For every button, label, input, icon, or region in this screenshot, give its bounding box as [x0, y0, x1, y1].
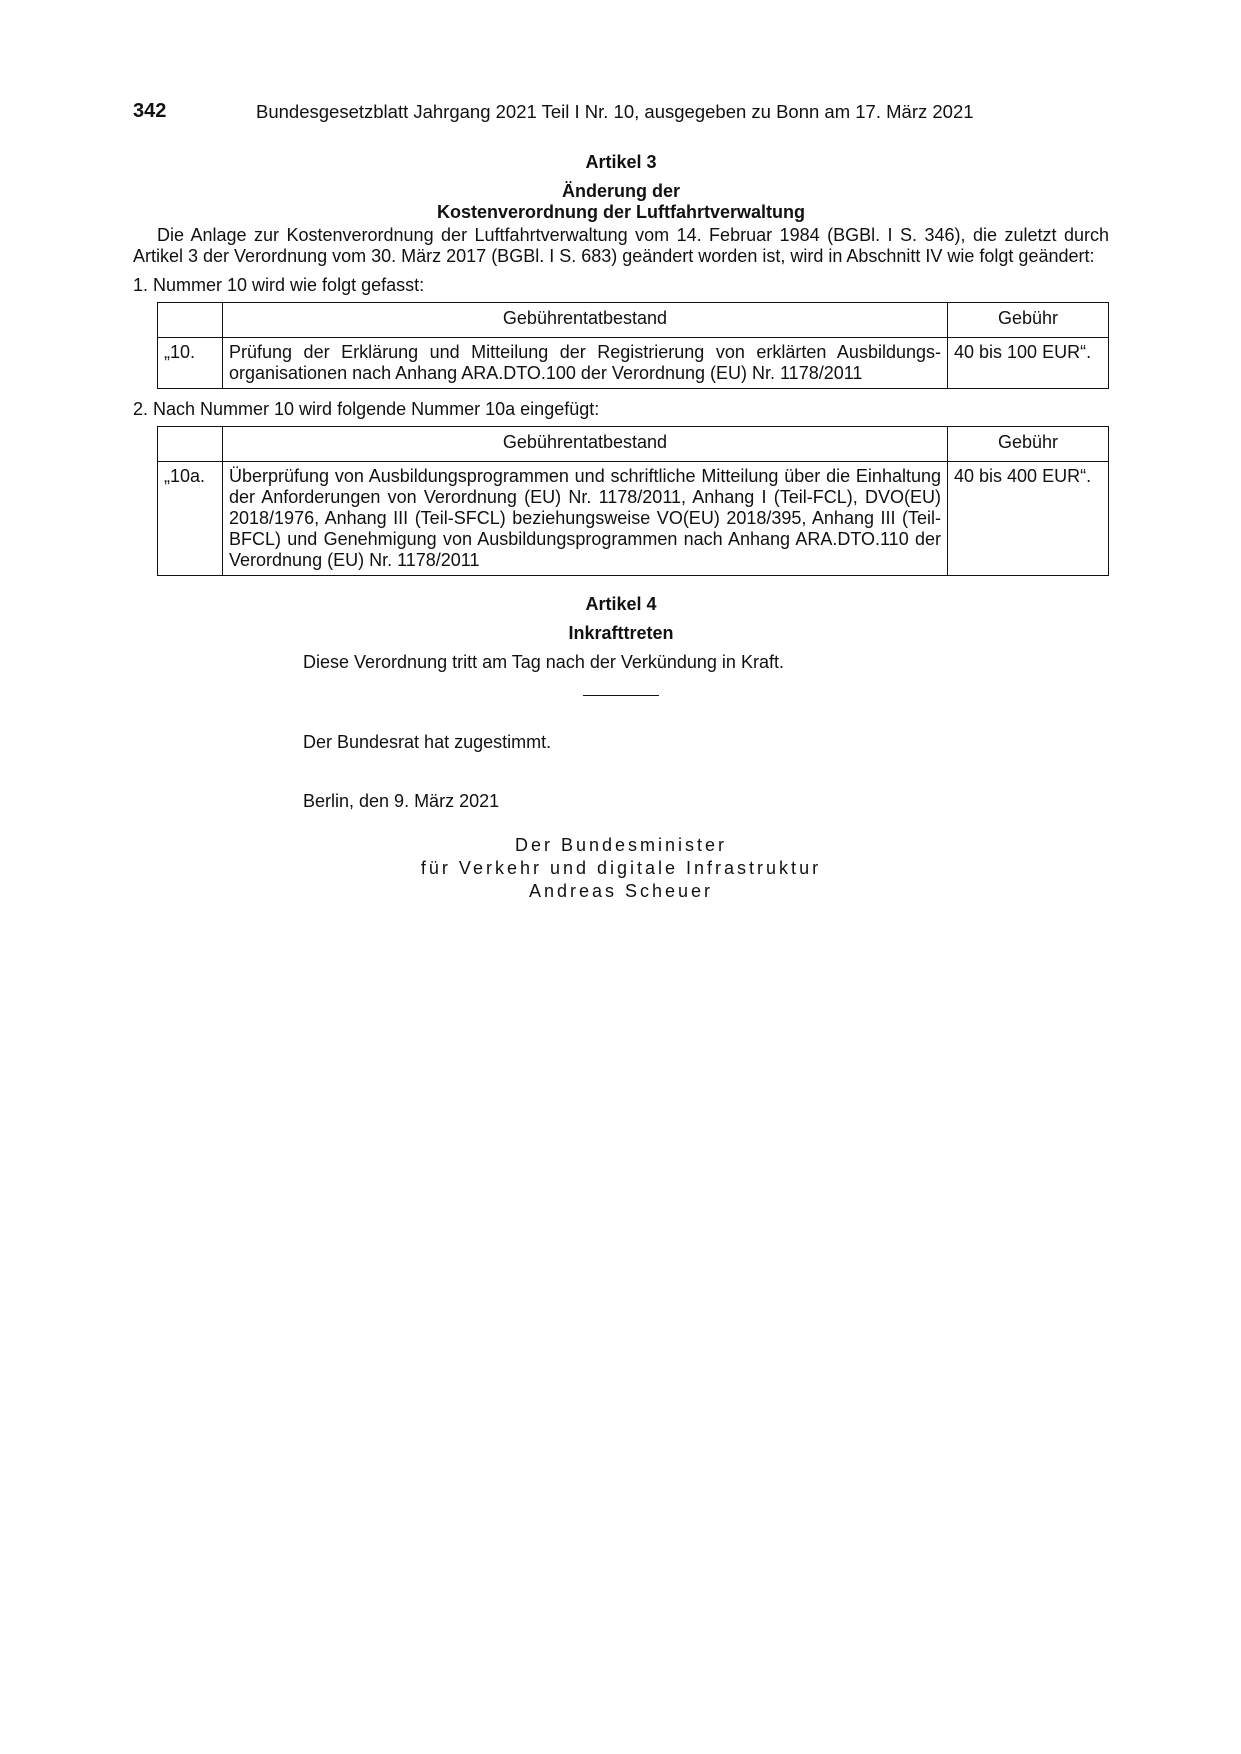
- row-number: „10a.: [158, 462, 223, 576]
- row-description: Überprüfung von Ausbildungsprogrammen und schriftliche Mitteilung über die Einhaltung der Anforderungen von Verordnung (EU) Nr. 1178/2011, Anhang I (Teil-FCL), DVO(EU) 2018/1976, Anhang III (Teil-SFCL) beziehungsweise VO(EU) 2018/395, Anhang III (Teil-BFCL) und Genehmigung von Ausbildungsprogrammen nach Anhang ARA.DTO.110 der Verordnung (EU) Nr. 1178/2011: [223, 462, 948, 576]
- row-description: Prüfung der Erklärung und Mitteilung der Registrierung von erklärten Ausbildungs-organisationen nach Anhang ARA.DTO.100 der Verordnung (EU) Nr. 1178/2011: [223, 338, 948, 389]
- item-1: 1. Nummer 10 wird wie folgt gefasst:: [133, 275, 425, 295]
- running-head: Bundesgesetzblatt Jahrgang 2021 Teil I Nr. 10, ausgegeben zu Bonn am 17. März 2021: [256, 101, 974, 122]
- item-2: 2. Nach Nummer 10 wird folgende Nummer 10a eingefügt:: [133, 399, 600, 419]
- article3-intro: Die Anlage zur Kostenverordnung der Luftfahrtverwaltung vom 14. Februar 1984 (BGBl. I S. 346), die zuletzt durch Artikel 3 der Verordnung vom 30. März 2017 (BGBl. I S. 683) geändert worden ist, wird in Abschnitt IV wie folgt geändert:: [133, 225, 1109, 266]
- table-header-empty: [158, 427, 223, 462]
- article3-title-line2: Kostenverordnung der Luftfahrtverwaltung: [436, 202, 805, 222]
- bundesrat-consent: Der Bundesrat hat zugestimmt.: [303, 732, 552, 752]
- table-header-gebuehr: Gebühr: [948, 427, 1109, 462]
- place-date: Berlin, den 9. März 2021: [303, 791, 500, 811]
- article4-heading: Artikel 4: [585, 594, 657, 614]
- table-row: [158, 462, 1109, 576]
- page-number: 342: [133, 100, 167, 122]
- table-header-tatbestand: Gebührentatbestand: [223, 303, 948, 338]
- row-number: „10.: [158, 338, 223, 389]
- article4-text: Diese Verordnung tritt am Tag nach der Verkündung in Kraft.: [303, 652, 784, 672]
- table-header-row: [158, 303, 1109, 338]
- document-body: [133, 152, 1109, 903]
- table-row: [158, 338, 1109, 389]
- signatory-title: Der Bundesminister: [514, 835, 728, 855]
- row-fee: 40 bis 100 EUR“.: [948, 338, 1109, 389]
- signatory-name: Andreas Scheuer: [528, 881, 714, 901]
- fee-table-2: [157, 426, 1109, 576]
- table-header-empty: [158, 303, 223, 338]
- separator-rule: [583, 695, 659, 696]
- signature-block: [133, 834, 1109, 903]
- fee-table-1: [157, 302, 1109, 389]
- article3-title-line1: Änderung der: [561, 181, 680, 201]
- table-header-gebuehr: Gebühr: [948, 303, 1109, 338]
- row-fee: 40 bis 400 EUR“.: [948, 462, 1109, 576]
- article3-heading: Artikel 3: [585, 152, 657, 172]
- table-header-tatbestand: Gebührentatbestand: [223, 427, 948, 462]
- table-header-row: [158, 427, 1109, 462]
- article4-title: Inkrafttreten: [568, 623, 674, 643]
- signatory-ministry: für Verkehr und digitale Infrastruktur: [420, 858, 822, 878]
